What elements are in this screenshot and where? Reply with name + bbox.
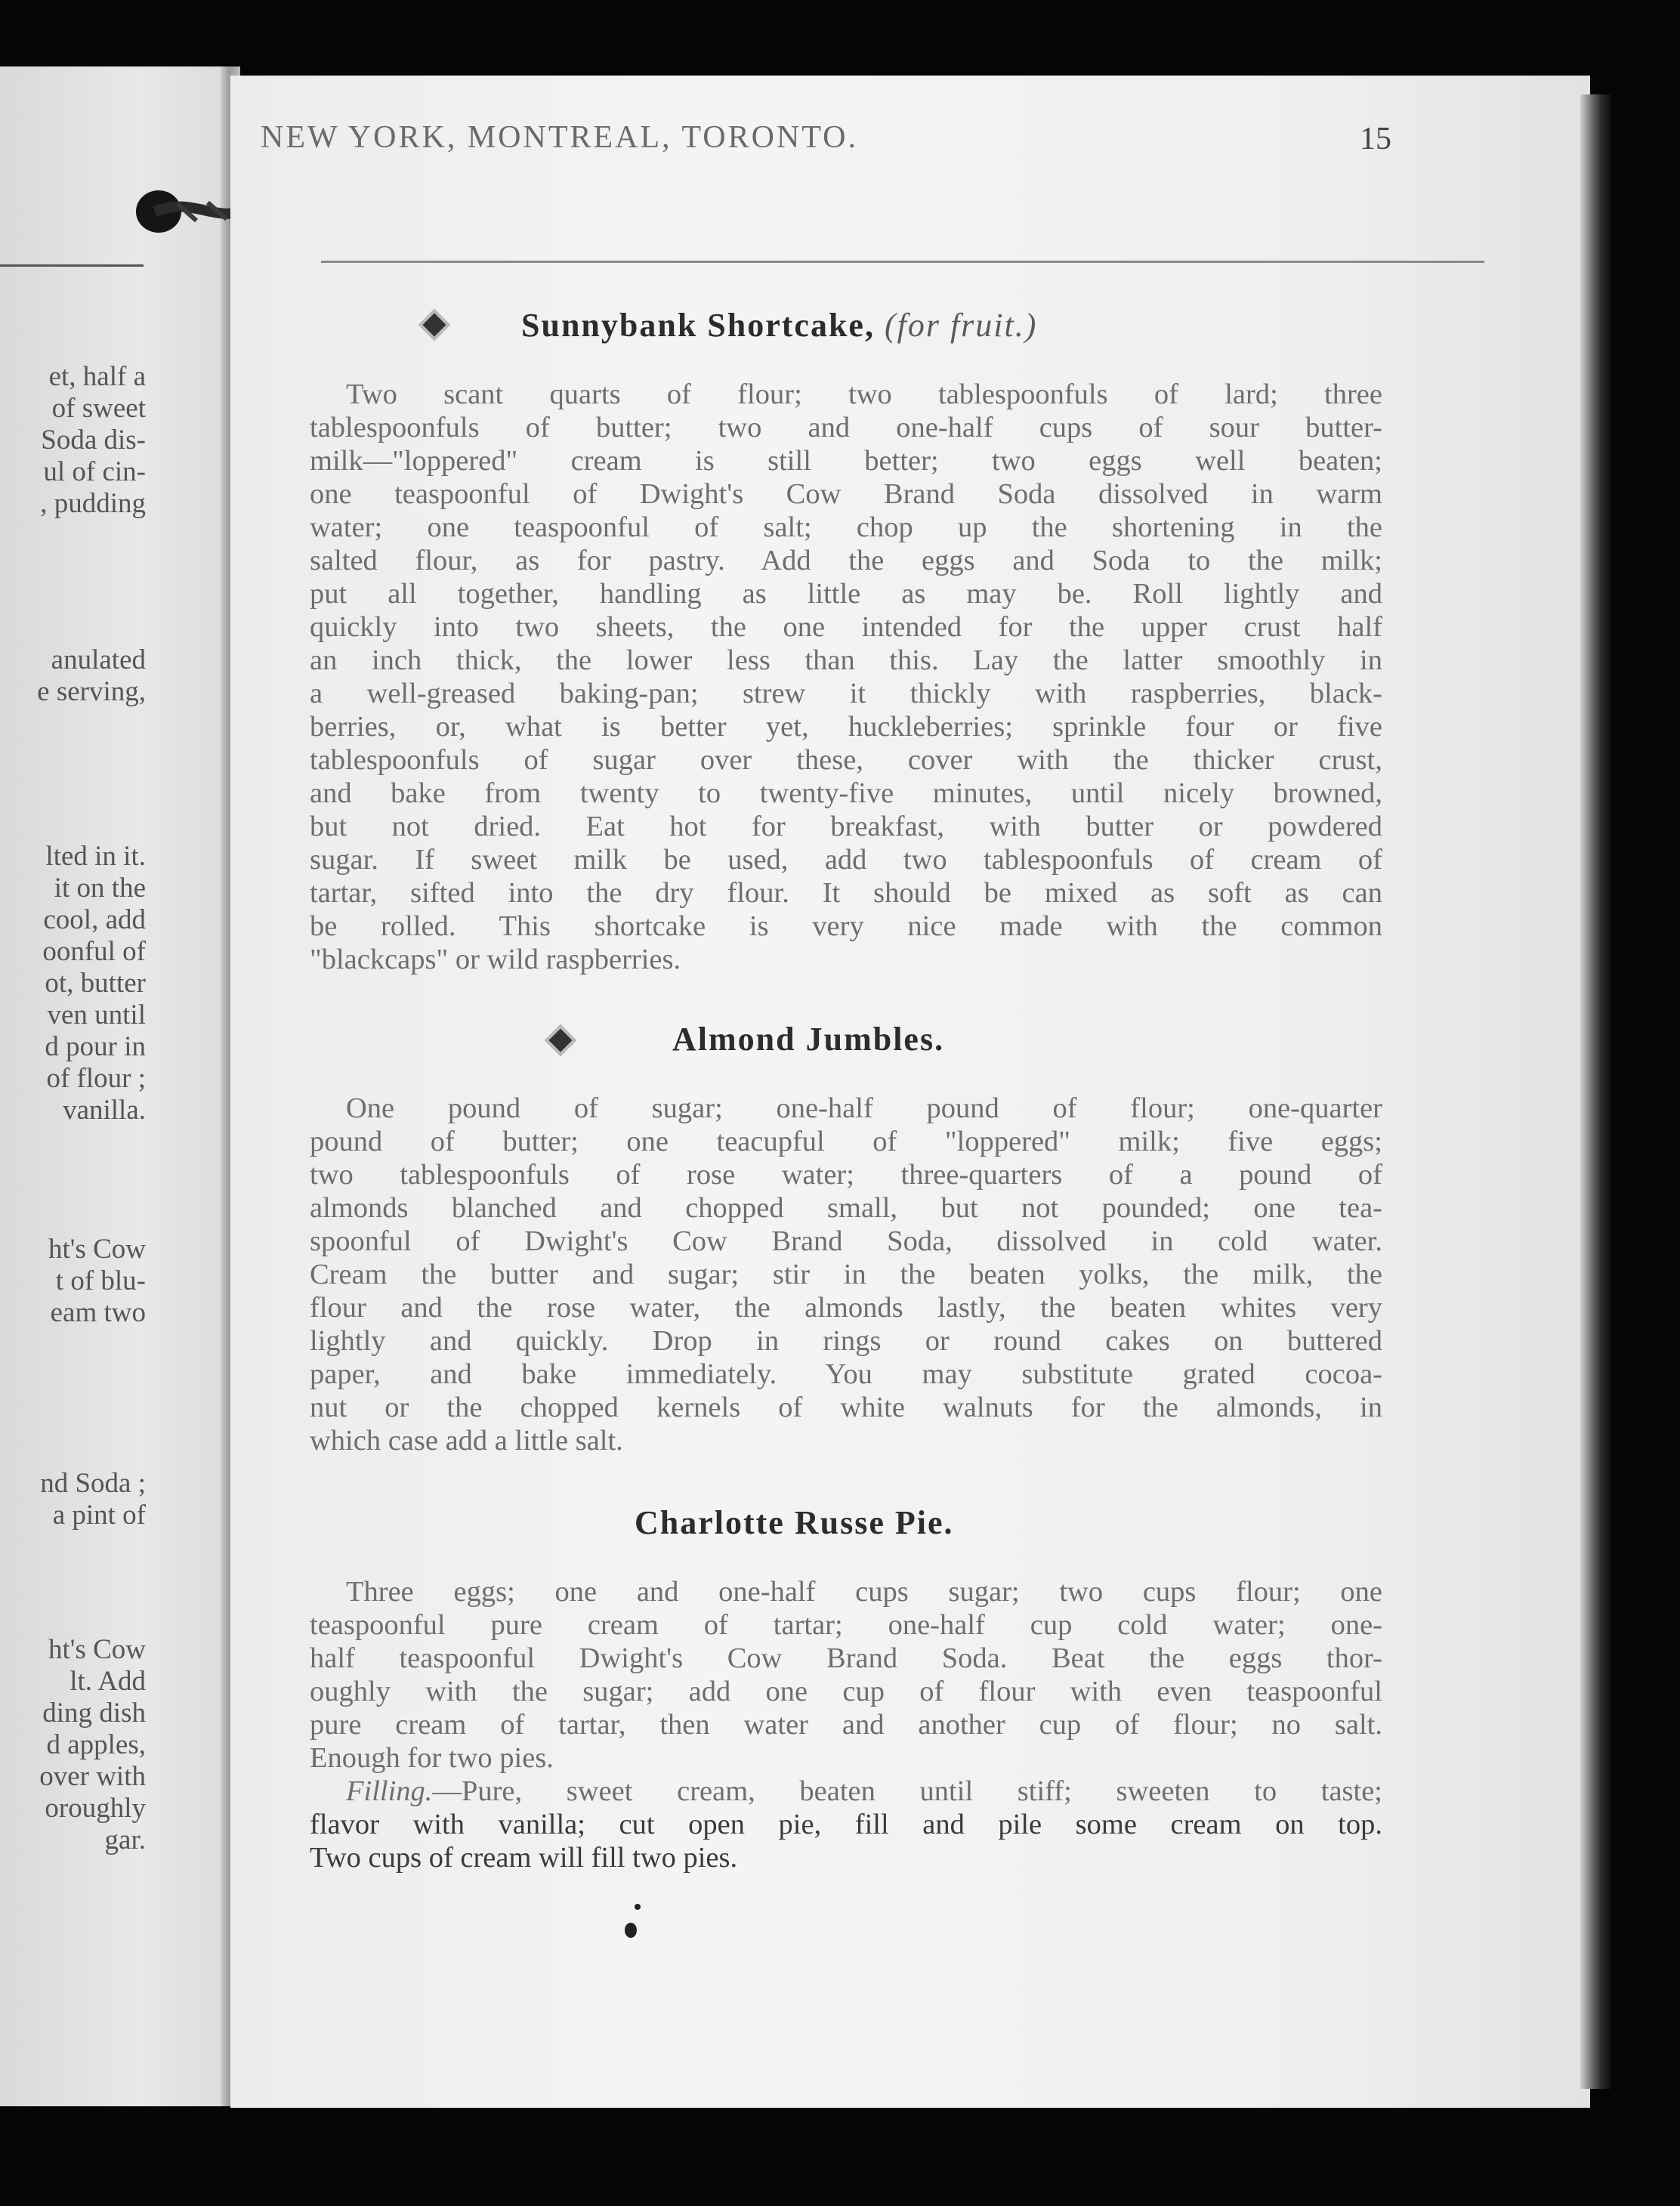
recipe-line: two tablespoonfuls of rose water; three-quarters of a pound of xyxy=(310,1159,1382,1191)
left-text-line: it on the xyxy=(54,873,146,904)
recipe-title-shortcake xyxy=(521,306,1037,344)
left-text-line: cool, add xyxy=(43,904,146,935)
left-text-line: of sweet xyxy=(51,393,146,424)
left-text-block-5 xyxy=(0,1468,146,1531)
left-text-block-3 xyxy=(0,841,146,1126)
recipe-line: Enough for two pies. xyxy=(310,1742,554,1774)
left-page-rule xyxy=(0,264,144,267)
left-text-line: ht's Cow xyxy=(48,1234,146,1265)
recipe-line: one teaspoonful of Dwight's Cow Brand Soda dissolved in warm xyxy=(310,478,1382,510)
filling-text: —Pure, sweet cream, beaten until stiff; sweeten to taste; xyxy=(432,1775,1382,1807)
recipe-line: paper, and bake immediately. You may substitute grated cocoa- xyxy=(310,1358,1382,1390)
recipe-line: put all together, handling as little as may be. Roll lightly and xyxy=(310,578,1382,610)
left-text-line: nd Soda ; xyxy=(40,1468,146,1499)
left-text-block-2 xyxy=(0,644,146,708)
recipe-line: nut or the chopped kernels of white walnuts for the almonds, in xyxy=(310,1392,1382,1423)
left-text-line: gar. xyxy=(104,1824,146,1855)
filling-label: Filling. xyxy=(346,1775,433,1807)
recipe-line: spoonful of Dwight's Cow Brand Soda, dissolved in cold water. xyxy=(310,1225,1382,1257)
left-text-line: d apples, xyxy=(46,1729,146,1760)
recipe-body-jumbles xyxy=(310,1092,1382,1457)
left-text-line: t of blu- xyxy=(55,1265,146,1296)
left-text-line: vanilla. xyxy=(63,1095,146,1126)
recipe-line: and bake from twenty to twenty-five minutes, until nicely browned, xyxy=(310,777,1382,809)
left-text-block-6 xyxy=(0,1634,146,1856)
header-rule xyxy=(321,261,1484,263)
recipe-line: Two scant quarts of flour; two tablespoonfuls of lard; three xyxy=(346,378,1382,410)
filling-line: Two cups of cream will fill two pies. xyxy=(310,1842,738,1874)
left-text-line: d pour in xyxy=(45,1031,146,1062)
recipe-line: sugar. If sweet milk be used, add two tablespoonfuls of cream of xyxy=(310,844,1382,876)
recipe-line: flour and the rose water, the almonds lastly, the beaten whites very xyxy=(310,1292,1382,1324)
recipe-line: teaspoonful pure cream of tartar; one-half cup cold water; one- xyxy=(310,1609,1382,1641)
left-text-line: ding dish xyxy=(42,1698,146,1729)
left-text-line: oroughly xyxy=(45,1793,146,1824)
left-text-line: a pint of xyxy=(52,1500,146,1531)
left-text-block-4 xyxy=(0,1234,146,1329)
recipe-line: pound of butter; one teacupful of "loppered" milk; five eggs; xyxy=(310,1126,1382,1157)
recipe-line: salted flour, as for pastry. Add the eggs and Soda to the milk; xyxy=(310,545,1382,576)
recipe-line: but not dried. Eat hot for breakfast, with butter or powdered xyxy=(310,811,1382,842)
left-text-line: et, half a xyxy=(48,361,146,392)
left-text-line: Soda dis- xyxy=(41,425,146,456)
recipe-body-charlotte xyxy=(310,1575,1382,1874)
recipe-line: an inch thick, the lower less than this. Lay the latter smoothly in xyxy=(310,644,1382,676)
recipe-line: oughly with the sugar; add one cup of flour with even teaspoonful xyxy=(310,1676,1382,1707)
recipe-line: quickly into two sheets, the one intended for the upper crust half xyxy=(310,611,1382,643)
recipe-line: which case add a little salt. xyxy=(310,1425,623,1457)
recipe-body-shortcake xyxy=(310,378,1382,976)
recipe-line: berries, or, what is better yet, huckleberries; sprinkle four or five xyxy=(310,711,1382,743)
recipe-line: One pound of sugar; one-half pound of flour; one-quarter xyxy=(346,1092,1382,1124)
recipe-line: water; one teaspoonful of salt; chop up the shortening in the xyxy=(310,511,1382,543)
left-text-line: ot, butter xyxy=(45,968,146,999)
filling-line: flavor with vanilla; cut open pie, fill and pile some cream on top. xyxy=(310,1809,1382,1840)
left-text-line: anulated xyxy=(51,644,146,675)
recipe-line: Cream the butter and sugar; stir in the beaten yolks, the milk, the xyxy=(310,1259,1382,1290)
page-number: 15 xyxy=(1360,122,1391,156)
recipe-line: tablespoonfuls of sugar over these, cover with the thicker crust, xyxy=(310,744,1382,776)
recipe-line: tablespoonfuls of butter; two and one-half cups of sour butter- xyxy=(310,412,1382,443)
recipe-line: "blackcaps" or wild raspberries. xyxy=(310,944,681,975)
ink-speck xyxy=(635,1904,641,1910)
left-text-line: e serving, xyxy=(37,676,146,707)
left-text-line: , pudding xyxy=(40,488,146,519)
left-page-fragment xyxy=(0,66,230,2106)
recipe-title-jumbles: Almond Jumbles. xyxy=(672,1021,945,1058)
recipe-line: half teaspoonful Dwight's Cow Brand Soda. Beat the eggs thor- xyxy=(310,1642,1382,1674)
running-head: NEW YORK, MONTREAL, TORONTO. xyxy=(261,120,859,155)
left-text-line: eam two xyxy=(50,1297,146,1328)
left-text-line: of flour ; xyxy=(46,1063,146,1094)
recipe-line: tartar, sifted into the dry flour. It should be mixed as soft as can xyxy=(310,877,1382,909)
recipe-line: lightly and quickly. Drop in rings or round cakes on buttered xyxy=(310,1325,1382,1357)
ink-speck xyxy=(625,1923,637,1938)
left-text-line: lt. Add xyxy=(69,1666,146,1697)
recipe-line: be rolled. This shortcake is very nice made with the common xyxy=(310,910,1382,942)
left-text-line: ht's Cow xyxy=(48,1634,146,1665)
left-text-line: lted in it. xyxy=(45,841,146,872)
shortcake-title-note: (for fruit.) xyxy=(884,307,1038,344)
left-text-block-1 xyxy=(0,361,146,520)
recipe-line: a well-greased baking-pan; strew it thickly with raspberries, black- xyxy=(310,678,1382,709)
recipe-line: milk—"loppered" cream is still better; two eggs well beaten; xyxy=(310,445,1382,477)
left-text-line: ven until xyxy=(47,999,146,1030)
filling-line xyxy=(310,1775,1382,1808)
shortcake-title-text: Sunnybank Shortcake, xyxy=(521,307,875,344)
page-edge-shadow xyxy=(1580,94,1611,2089)
recipe-line: almonds blanched and chopped small, but not pounded; one tea- xyxy=(310,1192,1382,1224)
left-text-line: ul of cin- xyxy=(43,456,146,487)
left-text-line: oonful of xyxy=(42,936,146,967)
recipe-title-charlotte: Charlotte Russe Pie. xyxy=(635,1504,954,1541)
recipe-line: Three eggs; one and one-half cups sugar; two cups flour; one xyxy=(346,1576,1382,1608)
left-text-line: over with xyxy=(39,1761,146,1792)
recipe-line: pure cream of tartar, then water and another cup of flour; no salt. xyxy=(310,1709,1382,1741)
